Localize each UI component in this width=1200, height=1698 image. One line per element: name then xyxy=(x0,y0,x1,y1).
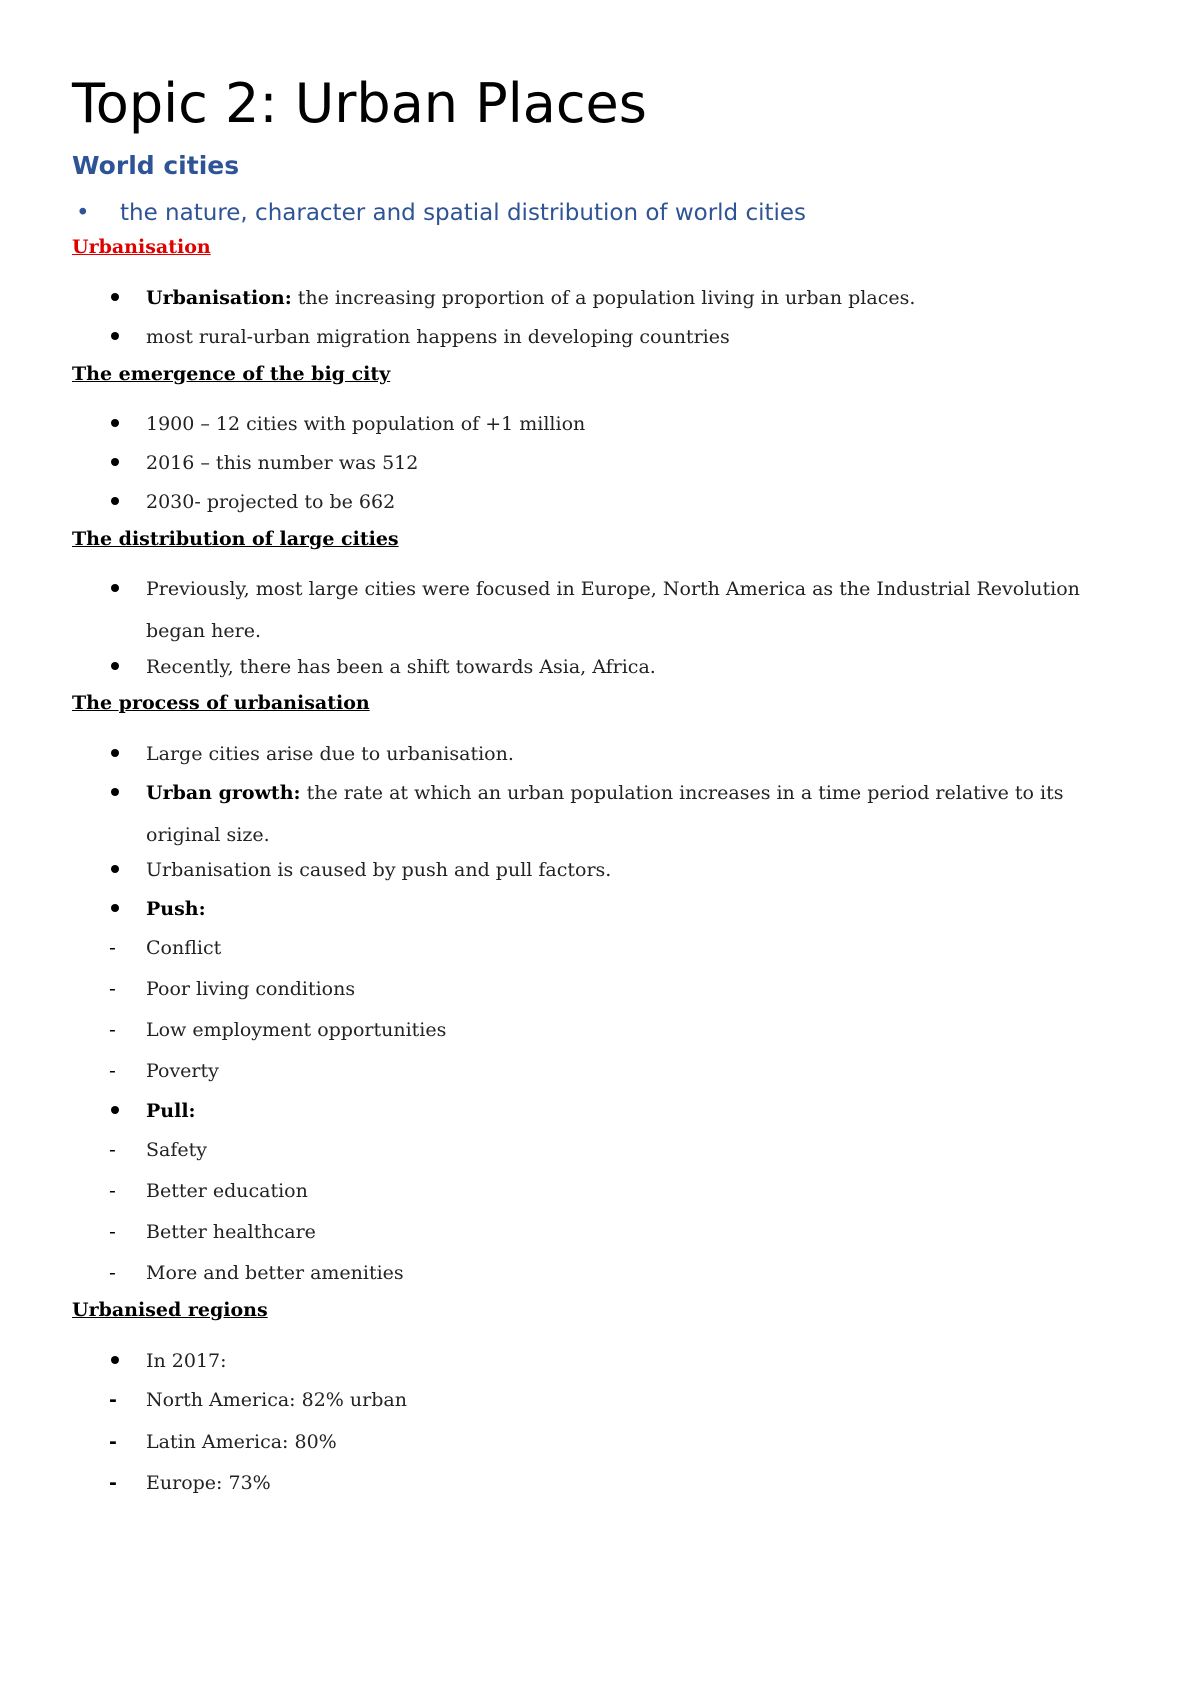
list-item xyxy=(146,1090,1106,1132)
item-text: Recently, there has been a shift towards Asia, Africa. xyxy=(146,656,656,678)
item-text: Europe: 73% xyxy=(146,1472,271,1494)
list-item xyxy=(146,277,1106,319)
list-item xyxy=(146,888,1106,930)
list-item: - Latin America: 80% xyxy=(109,1431,337,1453)
term-label: Urbanisation: xyxy=(146,287,292,309)
list-item xyxy=(146,646,1106,688)
item-text: Latin America: 80% xyxy=(146,1431,337,1453)
section-heading-distribution: The distribution of large cities xyxy=(72,528,399,550)
item-text: 1900 – 12 cities with population of +1 million xyxy=(146,413,586,435)
list-item xyxy=(146,568,1106,652)
item-text: Poverty xyxy=(146,1060,219,1082)
item-text: In 2017: xyxy=(146,1350,227,1372)
list-item xyxy=(146,481,1106,523)
page-title: Topic 2: Urban Places xyxy=(72,72,647,135)
list-item: - Better healthcare xyxy=(109,1221,316,1243)
item-text: the increasing proportion of a population living in urban places. xyxy=(291,287,916,309)
item-text: Better education xyxy=(146,1180,308,1202)
list-item xyxy=(146,442,1106,484)
list-item: - Poverty xyxy=(109,1060,219,1082)
item-text: 2016 – this number was 512 xyxy=(146,452,419,474)
term-label: Push: xyxy=(146,898,206,920)
item-text: Conflict xyxy=(146,937,222,959)
item-text: 2030- projected to be 662 xyxy=(146,491,396,513)
item-text: North America: 82% urban xyxy=(146,1389,407,1411)
list-item: - Safety xyxy=(109,1139,207,1161)
list-item xyxy=(146,849,1106,891)
item-text: Urbanisation is caused by push and pull factors. xyxy=(146,859,612,881)
item-text: Previously, most large cities were focused in Europe, North America as the Industrial Revolution began here. xyxy=(146,578,1080,642)
list-item xyxy=(146,1340,1106,1382)
item-text: Poor living conditions xyxy=(146,978,356,1000)
heading-world-cities: World cities xyxy=(72,151,240,180)
item-text: More and better amenities xyxy=(146,1262,404,1284)
list-item: - Conflict xyxy=(109,937,222,959)
list-item: - More and better amenities xyxy=(109,1262,404,1284)
list-item: - Europe: 73% xyxy=(109,1472,271,1494)
list-item: - Better education xyxy=(109,1180,308,1202)
item-text: Large cities arise due to urbanisation. xyxy=(146,743,514,765)
section-heading-emergence: The emergence of the big city xyxy=(72,363,391,385)
term-label: Pull: xyxy=(146,1100,196,1122)
topic-bullet-mark: • xyxy=(76,200,90,226)
list-item xyxy=(146,772,1076,856)
list-item: - Poor living conditions xyxy=(109,978,356,1000)
item-text: most rural-urban migration happens in developing countries xyxy=(146,326,730,348)
item-text: Low employment opportunities xyxy=(146,1019,447,1041)
item-text: the rate at which an urban population increases in a time period relative to its original size. xyxy=(146,782,1064,846)
item-text: Safety xyxy=(146,1139,207,1161)
section-heading-process: The process of urbanisation xyxy=(72,692,370,714)
term-label: Urban growth: xyxy=(146,782,301,804)
list-item: - North America: 82% urban xyxy=(109,1389,407,1411)
topic-text: the nature, character and spatial distribution of world cities xyxy=(120,200,807,226)
list-item xyxy=(146,316,1106,358)
item-text: Better healthcare xyxy=(146,1221,316,1243)
list-item: - Low employment opportunities xyxy=(109,1019,447,1041)
list-item xyxy=(146,403,1106,445)
section-heading-urbanisation: Urbanisation xyxy=(72,236,211,258)
list-item xyxy=(146,733,1106,775)
section-heading-regions: Urbanised regions xyxy=(72,1299,268,1321)
